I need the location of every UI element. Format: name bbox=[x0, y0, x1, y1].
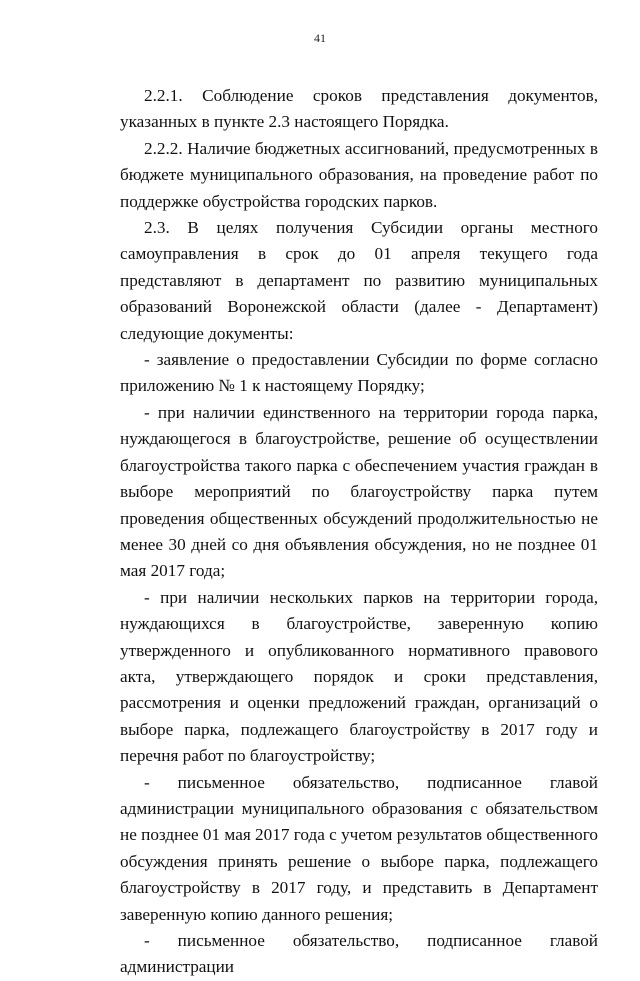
list-item-written-obligation-2: - письменное обязательство, подписанное главой администрации bbox=[120, 931, 598, 977]
document-body bbox=[120, 83, 598, 981]
list-item-application: - заявление о предоставлении Субсидии по форме согласно приложению № 1 к настоящему Порядку; bbox=[120, 350, 598, 396]
paragraph-2-2-2: 2.2.2. Наличие бюджетных ассигнований, предусмотренных в бюджете муниципального образования, на проведение работ по поддержке обустройства городских парков. bbox=[120, 138, 598, 211]
paragraph-2-3: 2.3. В целях получения Субсидии органы местного самоуправления в срок до 01 апреля текущего года представляют в департамент по развитию муниципальных образований Воронежской области (далее - Департамент) следующие документы: bbox=[120, 218, 598, 343]
list-item-written-obligation-1: - письменное обязательство, подписанное главой администрации муниципального образования с обязательством не позднее 01 мая 2017 года с учетом результатов общественного обсуждения принять решение о выборе парка, подлежащего благоустройству в 2017 году, и представить в Департамент заверенную копию данного решения; bbox=[120, 772, 598, 924]
page-number: 41 bbox=[314, 31, 326, 45]
list-item-several-parks: - при наличии нескольких парков на территории города, нуждающихся в благоустройстве, заверенную копию утвержденного и опубликованного нормативного правового акта, утверждающего порядок и сроки представления, рассмотрения и оценки предложений граждан, организаций о выборе парка, подлежащего благоустройству в 2017 году и перечня работ по благоустройству; bbox=[120, 587, 598, 766]
list-item-single-park: - при наличии единственного на территории города парка, нуждающегося в благоустройстве, решение об осуществлении благоустройства такого парка с обеспечением участия граждан в выборе мероприятий по благоустройству парка путем проведения общественных обсуждений продолжительностью не менее 30 дней со дня объявления обсуждения, но не позднее 01 мая 2017 года; bbox=[120, 402, 598, 581]
paragraph-2-2-1: 2.2.1. Соблюдение сроков представления документов, указанных в пункте 2.3 настоящего Порядка. bbox=[120, 86, 598, 132]
